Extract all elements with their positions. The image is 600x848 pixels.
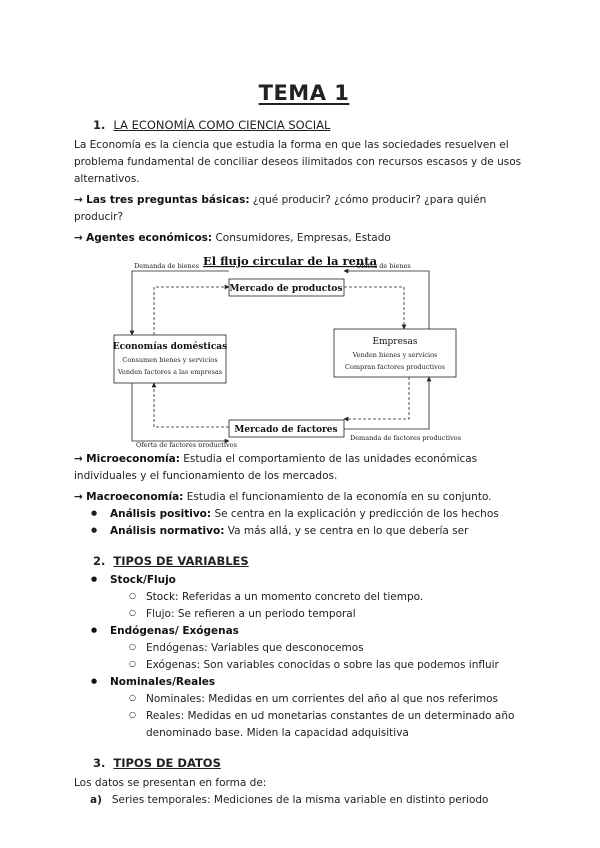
list-item: ○ Reales: Medidas en ud monetarias constantes de un determinado año denominado base. Miden la capacidad adquisitiva [74, 708, 534, 742]
datos-intro: Los datos se presentan en forma de: [74, 776, 267, 789]
outer-flow-top [344, 271, 429, 329]
list-item: ○ Flujo: Se refieren a un periodo temporal [74, 606, 534, 623]
box-left-line1: Consumen bienes y servicios [122, 355, 218, 364]
list-item: ○ Endógenas: Variables que desconocemos [74, 640, 534, 657]
money-flow-left-up [154, 287, 229, 335]
box-right-line2: Compran factores productivos [344, 362, 446, 371]
macro-line: → Macroeconomía: Estudia el funcionamiento de la economía en su conjunto. [74, 490, 492, 503]
intro-paragraph: La Economía es la ciencia que estudia la forma en que las sociedades resuelven el problema fundamental de conciliar deseos ilimitados con recursos escasos y de usos alternativos. [74, 138, 522, 185]
box-mercado-factores-label: Mercado de factores [234, 424, 338, 435]
box-mercado-productos-label: Mercado de productos [229, 283, 343, 294]
page-title: TEMA 1 [258, 81, 350, 105]
outer-flow-top-left [132, 271, 229, 335]
label-oferta-factores: Oferta de factores productivos [136, 440, 237, 447]
label-oferta-bienes: Oferta de bienes [356, 261, 411, 270]
list-item: ● Endógenas/ Exógenas [74, 623, 534, 640]
analisis-list [74, 506, 534, 540]
agentes-line: → Agentes económicos: Consumidores, Empresas, Estado [74, 231, 391, 244]
list-item: ● Nominales/Reales [74, 674, 534, 691]
outer-flow-bottom-left [132, 383, 229, 441]
box-left-title: Economías domésticas [112, 341, 228, 352]
micro-line: → Microeconomía: Estudia el comportamiento de las unidades económicas individuales y el funcionamiento de los mercados. [74, 452, 478, 482]
diagram-title: El flujo circular de la renta [202, 253, 378, 268]
variables-list [74, 572, 534, 742]
section-2-heading: 2. TIPOS DE VARIABLES [93, 553, 249, 568]
money-flow-top-right [344, 287, 404, 329]
section-3-heading: 3. TIPOS DE DATOS [93, 756, 221, 771]
money-flow-bottom-left [154, 383, 229, 427]
list-item: ● Stock/Flujo [74, 572, 534, 589]
section-1-heading: 1. LA ECONOMÍA COMO CIENCIA SOCIAL [93, 118, 331, 133]
box-right-line1: Venden bienes y servicios [352, 350, 438, 359]
label-demanda-factores: Demanda de factores productivos [350, 433, 462, 442]
box-right-title: Empresas [372, 336, 418, 347]
preguntas-line: → Las tres preguntas básicas: ¿qué producir? ¿cómo producir? ¿para quién producir? [74, 193, 487, 223]
list-item: ● Análisis normativo: Va más allá, y se centra en lo que debería ser [74, 523, 534, 540]
list-item: ○ Exógenas: Son variables conocidas o sobre las que podemos influir [74, 657, 534, 674]
list-item: ● Análisis positivo: Se centra en la explicación y predicción de los hechos [74, 506, 534, 523]
document-page [74, 76, 534, 809]
outer-flow-bottom-right [344, 377, 429, 429]
label-demanda-bienes: Demanda de bienes [134, 261, 199, 270]
circular-flow-diagram [74, 251, 534, 447]
list-item: a) Series temporales: Mediciones de la misma variable en distinto periodo [90, 793, 489, 806]
box-left-line2: Venden factores a las empresas [117, 367, 223, 376]
list-item: ○ Stock: Referidas a un momento concreto del tiempo. [74, 589, 534, 606]
list-item: ○ Nominales: Medidas en um corrientes del año al que nos referimos [74, 691, 534, 708]
money-flow-right-down [344, 377, 409, 419]
